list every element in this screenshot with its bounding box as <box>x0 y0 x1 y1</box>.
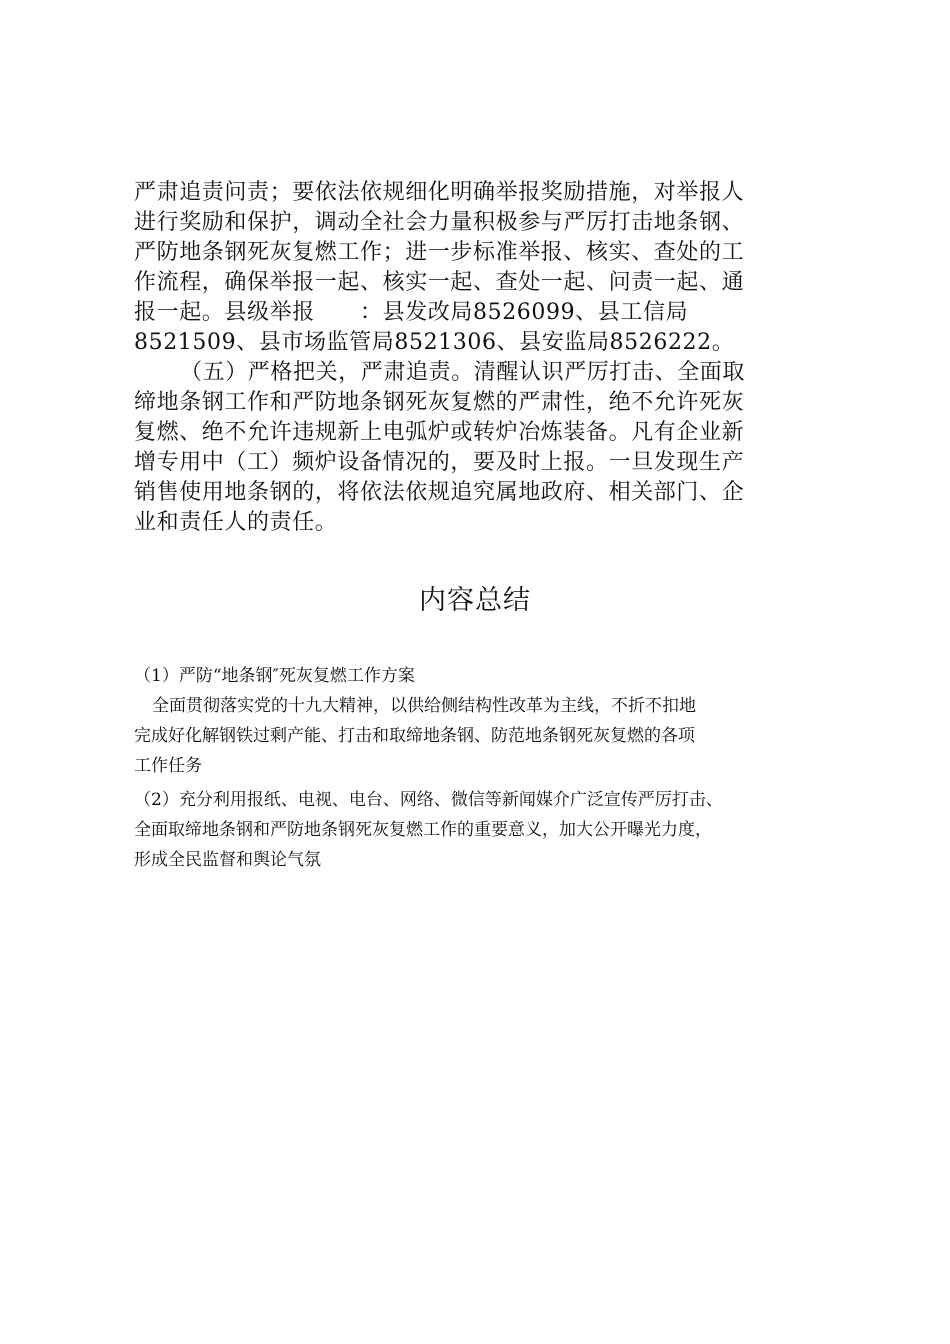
summary-line: 完成好化解钢铁过剩产能、打击和取缔地条钢、防范地条钢死灰复燃的各项 <box>134 726 695 746</box>
body-line: 增专用中（工）频炉设备情况的，要及时上报。一旦发现生产 <box>134 450 745 475</box>
body-line: 报一起。县级举报 ：县发改局8526099、县工信局 <box>134 300 689 325</box>
body-line: 严肃追责问责；要依法依规细化明确举报奖励措施，对举报人 <box>134 180 745 205</box>
body-line: 复燃、绝不允许违规新上电弧炉或转炉冶炼装备。凡有企业新 <box>134 420 745 445</box>
body-line: 销售使用地条钢的，将依法依规追究属地政府、相关部门、企 <box>134 480 745 505</box>
summary-title: 内容总结 <box>419 585 531 616</box>
summary-line: 全面取缔地条钢和严防地条钢死灰复燃工作的重要意义，加大公开曝光力度， <box>134 820 712 840</box>
summary-line: 工作任务 <box>134 756 202 776</box>
body-line: 缔地条钢工作和严防地条钢死灰复燃的严肃性，绝不允许死灰 <box>134 390 745 415</box>
summary-line: （1）严防“地条钢″死灰复燃工作方案 <box>134 666 415 686</box>
body-line: 8521509、县市场监管局8521306、县安监局8526222。 <box>134 330 735 355</box>
summary-line: 形成全民监督和舆论气氛 <box>134 850 321 870</box>
summary-line: 全面贯彻落实党的十九大精神，以供给侧结构性改革为主线，不折不扣地 <box>152 696 696 716</box>
summary-line: （2）充分利用报纸、电视、电台、网络、微信等新闻媒介广泛宣传严厉打击、 <box>134 790 723 810</box>
paragraph-five-heading: （五）严格把关，严肃追责。清醒认识严厉打击、全面取 <box>180 360 746 385</box>
body-line: 作流程，确保举报一起、核实一起、查处一起、问责一起、通 <box>134 270 745 295</box>
body-line: 进行奖励和保护，调动全社会力量积极参与严厉打击地条钢、 <box>134 210 745 235</box>
body-line: 业和责任人的责任。 <box>134 510 338 535</box>
body-line: 严防地条钢死灰复燃工作；进一步标准举报、核实、查处的工 <box>134 240 745 265</box>
